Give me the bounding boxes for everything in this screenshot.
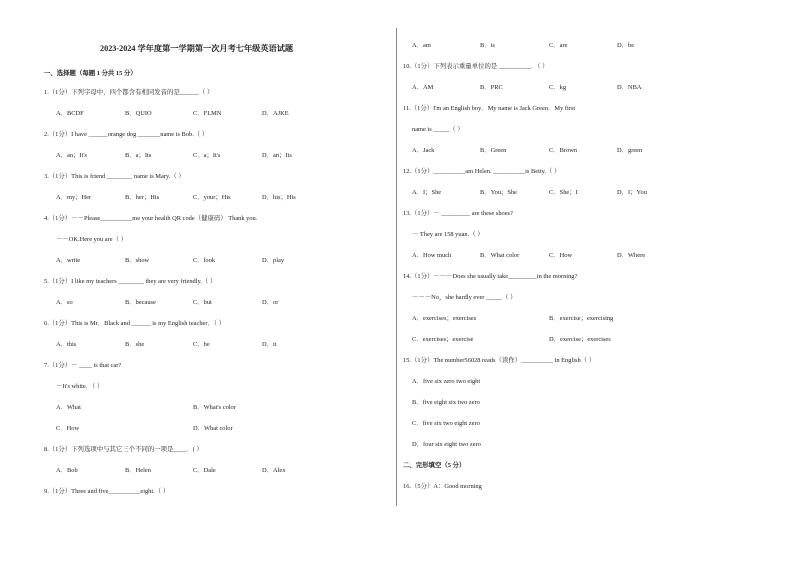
question-15-option-b: B．five eight six two zero [412, 399, 480, 406]
question-14-option-c: C．exercises；exercise [412, 336, 474, 343]
question-4-option-c: C．look [193, 257, 216, 264]
question-14-stem: 14.（1分）－－－Does she usually take_________in the morning? [403, 273, 578, 280]
question-1-option-b: B．QUIO [125, 110, 152, 117]
question-3-option-a: A．my；Her [56, 194, 92, 201]
question-5-option-a: A．so [56, 299, 73, 306]
question-15-stem: 15.（1分）The number56028 reads（读作）__________ in English（ ） [403, 357, 596, 364]
question-1-option-d: D．AJKE [262, 110, 289, 117]
question-9-option-b: B．is [480, 42, 495, 49]
question-7-option-b: B．What's color [193, 404, 236, 411]
question-4-option-a: A．write [56, 257, 81, 264]
question-10-stem: 10.（1分）下列表示重量单位的是 __________．（ ） [403, 63, 549, 70]
question-6-option-b: B．she [125, 341, 145, 348]
question-7-option-a: A．What [56, 404, 81, 411]
page-title: 2023-2024 学年度第一学期第一次月考七年级英语试题 [100, 44, 294, 53]
question-5-stem: 5.（1分）I like my teachers ________ they are very friendly.（ ） [44, 278, 217, 285]
question-11-option-a: A．Jack [412, 147, 435, 154]
question-6-stem: 6.（1分）This is Mr．Black and ______ is my English teacher．（ ） [44, 320, 226, 327]
question-13-stem: 13.（1分）－ _________ are these shoes? [403, 210, 513, 217]
question-1-option-a: A．BCDF [56, 110, 84, 117]
question-7-stem: 7.（1分）－ ____ is that car? [44, 362, 122, 369]
question-5-option-c: C．but [193, 299, 212, 306]
question-15-option-a: A．five six zero two eight [412, 378, 481, 385]
question-14-stem-continued: －－－No，she hardly ever _____（ ） [412, 294, 517, 301]
question-9-option-c: C．are [549, 42, 568, 49]
question-9-stem: 9.（1分）Three and five__________eight.（ ） [44, 488, 170, 495]
question-8-stem: 8.（1分）下列选项中与其它三个不同的一项是____．( ） [44, 446, 203, 453]
question-7-stem-continued: －It's white．（ ） [56, 383, 104, 390]
question-6-option-d: D．it [262, 341, 277, 348]
question-13-option-c: C．How [549, 252, 573, 259]
question-2-option-c: C．a；It's [193, 152, 221, 159]
question-10-option-d: D．NBA [617, 84, 642, 91]
question-12-option-d: D．I；You [617, 189, 647, 196]
question-10-option-b: B．PRC [480, 84, 503, 91]
question-8-option-d: D．Alex [262, 467, 286, 474]
question-12-stem: 12.（1分）__________am Helen. __________is Betty.（ ） [403, 168, 561, 175]
question-9-option-a: A．am [412, 42, 431, 49]
question-15-option-d: D．four six eight two zero [412, 441, 481, 448]
question-14-option-a: A．exercises；exercises [412, 315, 477, 322]
question-1-option-c: C．FLMN [193, 110, 222, 117]
question-4-stem-continued: －－OK.Here you are（ ） [56, 236, 127, 243]
question-16-stem: 16.（5分）A：Good morning [403, 483, 482, 490]
question-7-option-d: D．What color [193, 425, 233, 432]
question-13-option-d: D．Where [617, 252, 646, 259]
question-15-option-c: C．five six two eight zero [412, 420, 480, 427]
question-4-option-d: D．play [262, 257, 285, 264]
section-heading-cloze: 二、完形填空（5 分） [403, 462, 466, 469]
question-3-option-d: D．his；His [262, 194, 296, 201]
question-10-option-c: C．kg [549, 84, 567, 91]
question-12-option-b: B．You；She [480, 189, 517, 196]
question-11-stem-continued: name is _____（ ） [412, 126, 464, 133]
question-11-option-b: B．Green [480, 147, 507, 154]
question-2-option-b: B．a；Its [125, 152, 152, 159]
question-5-option-d: D．or [262, 299, 279, 306]
question-4-option-b: B．show [125, 257, 150, 264]
question-6-option-a: A．this [56, 341, 77, 348]
question-11-option-c: C．Brown [549, 147, 578, 154]
question-12-option-c: C．She；I [549, 189, 578, 196]
question-2-option-d: D．an；Its [262, 152, 292, 159]
question-9-option-d: D．be [617, 42, 635, 49]
question-13-stem-continued: － They are 158 yuan.（ ） [412, 231, 484, 238]
question-8-option-c: C．Dale [193, 467, 216, 474]
question-3-option-c: C．your；His [193, 194, 231, 201]
question-1-stem: 1.（1分）下列字母中，四个都含有相同发音的是______（ ） [44, 89, 214, 96]
question-13-option-a: A．How much [412, 252, 452, 259]
question-2-stem: 2.（1分）I have ______orange dog _______name is Bob.（ ） [44, 131, 209, 138]
question-2-option-a: A．an；It's [56, 152, 87, 159]
question-11-stem: 11.（1分）I'm an English boy．My name is Jack Green．My first [403, 105, 576, 112]
column-divider [396, 28, 397, 506]
question-14-option-d: D．exercise；exercises [549, 336, 611, 343]
question-3-stem: 3.（1分）This is friend ________ name is Mary.（ ） [44, 173, 185, 180]
question-4-stem: 4.（1分）－－Please__________me your health QR code（健康码） Thank you. [44, 215, 258, 222]
question-14-option-b: B．exercise；exercising [549, 315, 614, 322]
question-11-option-d: D．green [617, 147, 643, 154]
question-5-option-b: B．because [125, 299, 156, 306]
question-12-option-a: A．I；She [412, 189, 442, 196]
question-8-option-b: B．Helen [125, 467, 151, 474]
section-heading-choice: 一、选择题（每题 1 分共 15 分） [44, 70, 137, 77]
question-7-option-c: C．How [56, 425, 80, 432]
question-8-option-a: A．Bob [56, 467, 78, 474]
question-6-option-c: C．he [193, 341, 210, 348]
question-13-option-b: B．What color [480, 252, 520, 259]
question-10-option-a: A．AM [412, 84, 434, 91]
question-3-option-b: B．her；His [125, 194, 160, 201]
